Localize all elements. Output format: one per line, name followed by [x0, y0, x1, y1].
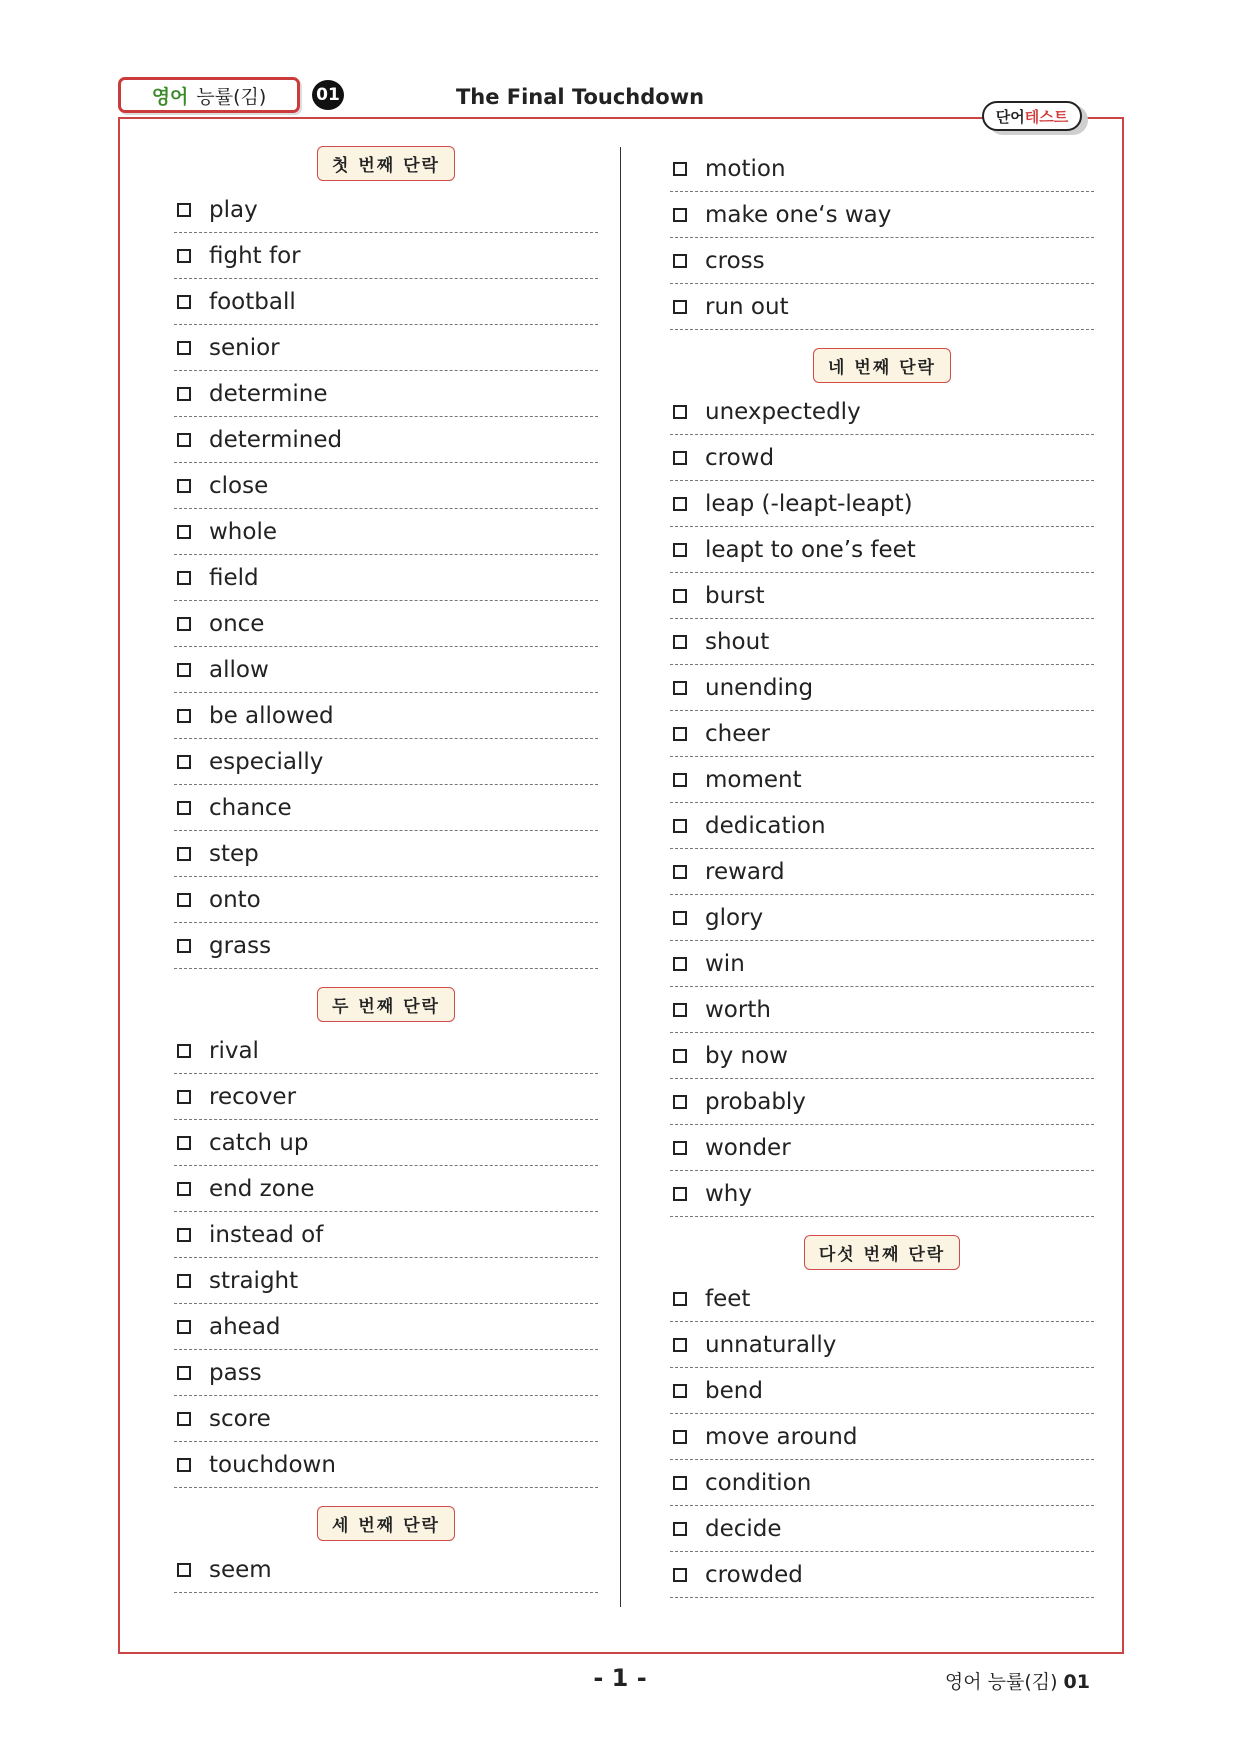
test-label-word: 단어	[995, 107, 1025, 126]
word-row	[670, 803, 1094, 849]
checkbox-icon[interactable]	[673, 208, 687, 222]
word-row	[174, 693, 598, 739]
vocab-word: shout	[705, 628, 770, 655]
checkbox-icon[interactable]	[673, 1338, 687, 1352]
lesson-number-badge: 01	[312, 80, 344, 110]
vocab-word: reward	[705, 858, 785, 885]
word-row	[174, 877, 598, 923]
checkbox-icon[interactable]	[177, 295, 191, 309]
vocab-word: decide	[705, 1515, 782, 1542]
checkbox-icon[interactable]	[673, 773, 687, 787]
vocab-word: play	[209, 196, 258, 223]
checkbox-icon[interactable]	[673, 1522, 687, 1536]
vocab-word: especially	[209, 748, 324, 775]
section-heading	[174, 1506, 598, 1541]
section-title: 네 번째 단락	[813, 348, 951, 383]
checkbox-icon[interactable]	[177, 1366, 191, 1380]
checkbox-icon[interactable]	[177, 479, 191, 493]
word-row	[174, 463, 598, 509]
checkbox-icon[interactable]	[177, 663, 191, 677]
vocab-word: instead of	[209, 1221, 324, 1248]
vocab-word: chance	[209, 794, 292, 821]
word-row	[670, 987, 1094, 1033]
vocab-word: field	[209, 564, 259, 591]
section-title: 다섯 번째 단락	[804, 1235, 960, 1270]
vocab-word: allow	[209, 656, 269, 683]
word-row	[670, 435, 1094, 481]
word-row	[174, 1074, 598, 1120]
vocab-word: once	[209, 610, 265, 637]
vocab-word: by now	[705, 1042, 788, 1069]
subject-label	[118, 77, 300, 113]
word-row	[174, 1442, 598, 1488]
word-row	[174, 923, 598, 969]
checkbox-icon[interactable]	[177, 1274, 191, 1288]
word-row	[670, 1276, 1094, 1322]
word-row	[670, 849, 1094, 895]
word-row	[174, 417, 598, 463]
vocab-word: determine	[209, 380, 328, 407]
vocab-word: recover	[209, 1083, 297, 1110]
word-row	[670, 1322, 1094, 1368]
footer-subject: 영어 능률(김)	[944, 1671, 1058, 1693]
checkbox-icon[interactable]	[177, 571, 191, 585]
checkbox-icon[interactable]	[673, 911, 687, 925]
checkbox-icon[interactable]	[673, 1292, 687, 1306]
checkbox-icon[interactable]	[177, 433, 191, 447]
vocab-word: grass	[209, 932, 272, 959]
vocab-word: touchdown	[209, 1451, 336, 1478]
word-test-badge	[982, 101, 1082, 131]
word-row	[670, 192, 1094, 238]
vocab-word: run out	[705, 293, 789, 320]
vocab-word: be allowed	[209, 702, 334, 729]
word-row	[670, 1368, 1094, 1414]
vocab-word: unexpectedly	[705, 398, 861, 425]
word-row	[670, 389, 1094, 435]
vocab-word: glory	[705, 904, 764, 931]
subject-main: 영어	[151, 85, 189, 108]
vocab-word: crowded	[705, 1561, 803, 1588]
checkbox-icon[interactable]	[673, 865, 687, 879]
word-row	[670, 757, 1094, 803]
word-row	[174, 233, 598, 279]
checkbox-icon[interactable]	[177, 1182, 191, 1196]
checkbox-icon[interactable]	[177, 525, 191, 539]
vocab-word: score	[209, 1405, 271, 1432]
word-row	[174, 1120, 598, 1166]
word-row	[174, 601, 598, 647]
vocab-word: pass	[209, 1359, 262, 1386]
page-title: The Final Touchdown	[455, 85, 705, 109]
vocab-word: ahead	[209, 1313, 281, 1340]
vocab-word: rival	[209, 1037, 259, 1064]
word-row	[670, 527, 1094, 573]
word-row	[670, 1414, 1094, 1460]
word-row	[174, 509, 598, 555]
vocab-word: dedication	[705, 812, 826, 839]
word-row	[670, 573, 1094, 619]
checkbox-icon[interactable]	[673, 635, 687, 649]
word-row	[670, 1460, 1094, 1506]
checkbox-icon[interactable]	[673, 1049, 687, 1063]
word-row	[670, 665, 1094, 711]
vocab-word: catch up	[209, 1129, 309, 1156]
vocab-word: cross	[705, 247, 765, 274]
checkbox-icon[interactable]	[673, 1476, 687, 1490]
checkbox-icon[interactable]	[673, 162, 687, 176]
vocab-word: football	[209, 288, 296, 315]
vocab-word: crowd	[705, 444, 775, 471]
checkbox-icon[interactable]	[177, 341, 191, 355]
word-row	[174, 1547, 598, 1593]
checkbox-icon[interactable]	[177, 1044, 191, 1058]
vocab-word: step	[209, 840, 259, 867]
vocab-word: wonder	[705, 1134, 791, 1161]
word-row	[174, 371, 598, 417]
column-divider	[620, 147, 621, 1607]
section-title: 두 번째 단락	[317, 987, 455, 1022]
word-row	[174, 831, 598, 877]
test-label-test: 테스트	[1024, 107, 1069, 126]
word-row	[174, 739, 598, 785]
checkbox-icon[interactable]	[177, 1458, 191, 1472]
word-row	[174, 1396, 598, 1442]
checkbox-icon[interactable]	[177, 1090, 191, 1104]
checkbox-icon[interactable]	[177, 387, 191, 401]
vocab-word: straight	[209, 1267, 299, 1294]
word-row	[174, 1028, 598, 1074]
vocab-word: determined	[209, 426, 343, 453]
checkbox-icon[interactable]	[673, 1003, 687, 1017]
checkbox-icon[interactable]	[673, 300, 687, 314]
checkbox-icon[interactable]	[177, 1412, 191, 1426]
subject-publisher: 능률(김)	[196, 85, 267, 108]
checkbox-icon[interactable]	[177, 249, 191, 263]
vocab-word: leap (-leapt-leapt)	[705, 490, 913, 517]
word-row	[174, 187, 598, 233]
checkbox-icon[interactable]	[177, 1136, 191, 1150]
checkbox-icon[interactable]	[673, 589, 687, 603]
checkbox-icon[interactable]	[177, 755, 191, 769]
word-row	[174, 1350, 598, 1396]
word-row	[670, 895, 1094, 941]
vocab-word: move around	[705, 1423, 858, 1450]
word-row	[174, 1258, 598, 1304]
vocab-word: probably	[705, 1088, 806, 1115]
checkbox-icon[interactable]	[177, 203, 191, 217]
vocab-word: win	[705, 950, 745, 977]
checkbox-icon[interactable]	[673, 819, 687, 833]
checkbox-icon[interactable]	[673, 1568, 687, 1582]
vocab-word: motion	[705, 155, 786, 182]
section-block	[670, 1235, 1094, 1598]
section-heading	[670, 1235, 1094, 1270]
vocab-word: whole	[209, 518, 278, 545]
word-row	[174, 1212, 598, 1258]
word-row	[670, 619, 1094, 665]
checkbox-icon[interactable]	[673, 543, 687, 557]
checkbox-icon[interactable]	[673, 254, 687, 268]
word-row	[670, 1079, 1094, 1125]
footer-number: 01	[1063, 1671, 1090, 1693]
vocab-word: worth	[705, 996, 771, 1023]
checkbox-icon[interactable]	[673, 727, 687, 741]
word-row	[174, 1304, 598, 1350]
vocab-word: close	[209, 472, 269, 499]
section-block	[174, 987, 598, 1488]
word-row	[670, 1552, 1094, 1598]
section-block	[174, 146, 598, 969]
word-row	[670, 941, 1094, 987]
checkbox-icon[interactable]	[177, 1320, 191, 1334]
word-row	[174, 785, 598, 831]
vocab-word: moment	[705, 766, 802, 793]
right-column	[670, 146, 1094, 1598]
word-row	[670, 284, 1094, 330]
word-row	[670, 711, 1094, 757]
checkbox-icon[interactable]	[673, 497, 687, 511]
vocab-word: make one‘s way	[705, 201, 892, 228]
section-title: 세 번째 단락	[317, 1506, 455, 1541]
vocab-word: feet	[705, 1285, 751, 1312]
left-column	[174, 146, 598, 1593]
section-block	[174, 1506, 598, 1593]
checkbox-icon[interactable]	[673, 957, 687, 971]
vocab-word: leapt to one’s feet	[705, 536, 916, 563]
word-row	[670, 1125, 1094, 1171]
vocab-word: senior	[209, 334, 280, 361]
vocab-word: seem	[209, 1556, 272, 1583]
vocab-word: condition	[705, 1469, 812, 1496]
vocab-word: onto	[209, 886, 261, 913]
checkbox-icon[interactable]	[177, 801, 191, 815]
word-row	[670, 1033, 1094, 1079]
page-number: - 1 -	[593, 1664, 647, 1692]
word-row	[670, 481, 1094, 527]
checkbox-icon[interactable]	[177, 617, 191, 631]
word-row	[174, 555, 598, 601]
section-block	[670, 348, 1094, 1217]
word-row	[670, 146, 1094, 192]
checkbox-icon[interactable]	[673, 1430, 687, 1444]
checkbox-icon[interactable]	[673, 451, 687, 465]
word-row	[174, 325, 598, 371]
vocab-word: cheer	[705, 720, 770, 747]
section-block	[670, 146, 1094, 330]
checkbox-icon[interactable]	[177, 893, 191, 907]
checkbox-icon[interactable]	[177, 1228, 191, 1242]
vocab-word: unending	[705, 674, 814, 701]
checkbox-icon[interactable]	[673, 1141, 687, 1155]
checkbox-icon[interactable]	[673, 1187, 687, 1201]
vocab-word: end zone	[209, 1175, 315, 1202]
word-row	[174, 279, 598, 325]
checkbox-icon[interactable]	[673, 405, 687, 419]
section-heading	[174, 146, 598, 181]
word-row	[670, 1171, 1094, 1217]
footer-label	[900, 1667, 1090, 1694]
vocab-word: bend	[705, 1377, 763, 1404]
word-row	[670, 1506, 1094, 1552]
checkbox-icon[interactable]	[177, 939, 191, 953]
vocab-word: fight for	[209, 242, 301, 269]
vocab-word: unnaturally	[705, 1331, 837, 1358]
word-row	[174, 1166, 598, 1212]
checkbox-icon[interactable]	[673, 1384, 687, 1398]
checkbox-icon[interactable]	[673, 1095, 687, 1109]
checkbox-icon[interactable]	[177, 847, 191, 861]
checkbox-icon[interactable]	[673, 681, 687, 695]
section-title: 첫 번째 단락	[317, 146, 455, 181]
word-row	[174, 647, 598, 693]
checkbox-icon[interactable]	[177, 709, 191, 723]
section-heading	[670, 348, 1094, 383]
vocab-word: why	[705, 1180, 752, 1207]
word-row	[670, 238, 1094, 284]
checkbox-icon[interactable]	[177, 1563, 191, 1577]
section-heading	[174, 987, 598, 1022]
vocab-word: burst	[705, 582, 765, 609]
